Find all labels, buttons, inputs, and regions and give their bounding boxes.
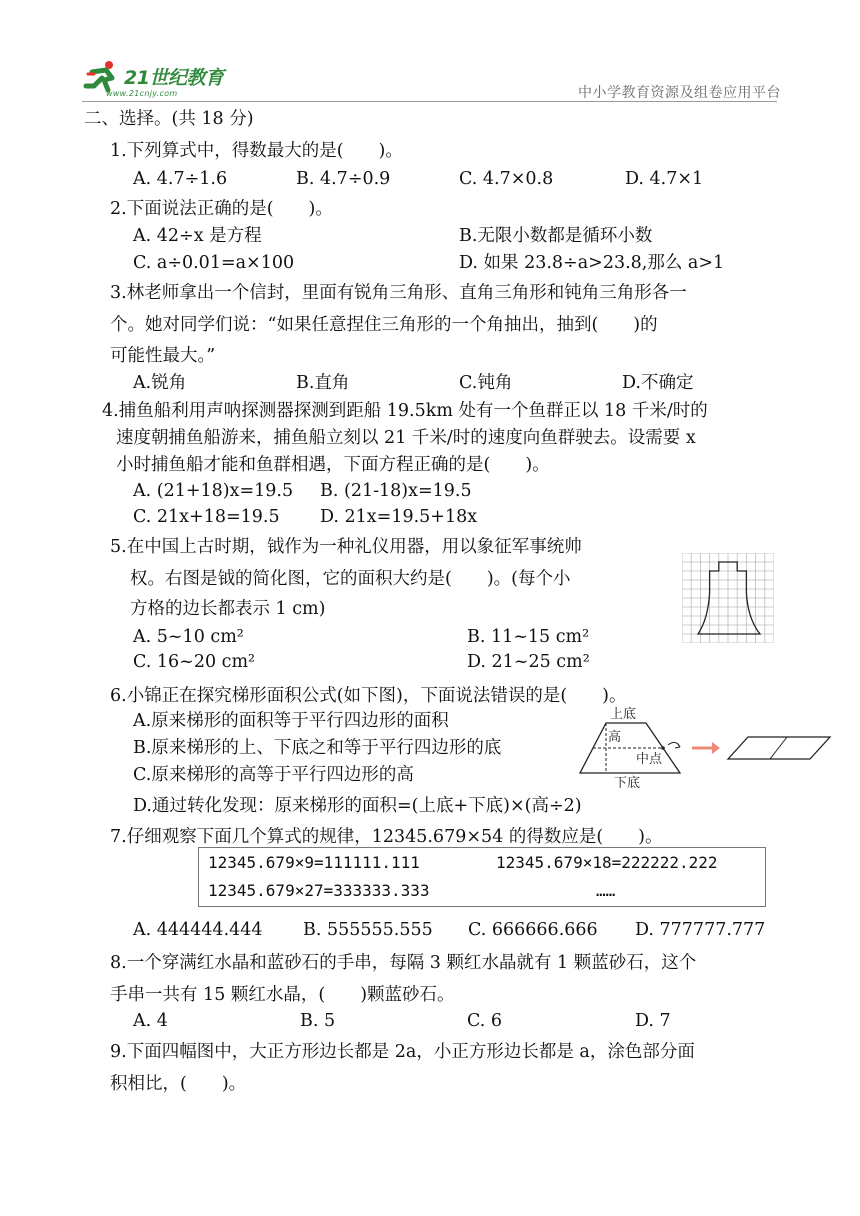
q5-option-c: C. 16~20 cm² <box>133 652 256 672</box>
q9-line-1: 9.下面四幅图中，大正方形边长都是 2a，小正方形边长都是 a，涂色部分面 <box>110 1042 695 1062</box>
q4-line-1: 4.捕鱼船利用声呐探测器探测到距船 19.5km 处有一个鱼群正以 18 千米/时的 <box>102 401 708 421</box>
q6-fig-top-label: 上底 <box>610 707 637 722</box>
q1-stem: 1.下列算式中，得数最大的是( )。 <box>110 141 403 161</box>
q6-option-d: D.通过转化发现：原来梯形的面积=(上底+下底)×(高÷2) <box>133 796 582 816</box>
q2-option-c: C. a÷0.01=a×100 <box>133 253 295 273</box>
logo-text: 21世纪教育 <box>124 67 224 89</box>
q5-option-a: A. 5~10 cm² <box>133 627 244 647</box>
logo-url: www.21cnjy.com <box>106 89 178 98</box>
q4-line-2: 速度朝捕鱼船游来，捕鱼船立刻以 21 千米/时的速度向鱼群驶去。设需要 x <box>116 428 696 448</box>
yue-axe-grid-figure <box>682 553 774 643</box>
trapezoid-transform-figure <box>576 703 834 793</box>
q7-stem: 7.仔细观察下面几个算式的规律，12345.679×54 的得数应是( )。 <box>110 827 663 847</box>
q1-option-c: C. 4.7×0.8 <box>459 169 554 189</box>
q8-option-d: D. 7 <box>635 1011 671 1031</box>
q6-option-b: B.原来梯形的上、下底之和等于平行四边形的底 <box>133 738 502 758</box>
q5-line-1: 5.在中国上古时期，钺作为一种礼仪用器，用以象征军事统帅 <box>110 537 582 557</box>
q2-stem: 2.下面说法正确的是( )。 <box>110 199 333 219</box>
q7-option-c: C. 666666.666 <box>468 920 598 940</box>
q6-fig-mid-label: 中点 <box>636 752 663 767</box>
q7-box-eq-3: 12345.679×27=333333.333 <box>208 881 430 900</box>
q7-option-b: B. 555555.555 <box>303 920 433 940</box>
q3-option-d: D.不确定 <box>622 373 694 393</box>
q4-option-a: A. (21+18)x=19.5 <box>133 481 294 501</box>
q6-option-c: C.原来梯形的高等于平行四边形的高 <box>133 765 414 785</box>
q8-option-c: C. 6 <box>467 1011 503 1031</box>
q4-line-3: 小时捕鱼船才能和鱼群相遇，下面方程正确的是( )。 <box>116 455 550 475</box>
q3-option-a: A.锐角 <box>133 373 187 393</box>
q6-fig-height-label: 高 <box>608 730 622 745</box>
q3-line-3: 可能性最大。” <box>110 346 216 366</box>
q1-option-a: A. 4.7÷1.6 <box>133 169 228 189</box>
q4-option-b: B. (21-18)x=19.5 <box>320 481 472 501</box>
section-title: 二、选择。(共 18 分) <box>84 109 254 129</box>
q2-option-a: A. 42÷x 是方程 <box>133 226 262 246</box>
q9-line-2: 积相比，( )。 <box>110 1074 247 1094</box>
q3-option-b: B.直角 <box>296 373 350 393</box>
q7-box-eq-1: 12345.679×9=111111.111 <box>208 853 420 872</box>
q3-line-1: 3.林老师拿出一个信封，里面有锐角三角形、直角三角形和钝角三角形各一 <box>110 283 687 303</box>
q5-line-2: 权。右图是钺的简化图，它的面积大约是( )。(每个小 <box>130 569 571 589</box>
q5-option-b: B. 11~15 cm² <box>467 627 590 647</box>
q5-line-3: 方格的边长都表示 1 cm) <box>130 599 326 619</box>
q2-option-d: D. 如果 23.8÷a>23.8,那么 a>1 <box>459 253 725 273</box>
q8-option-a: A. 4 <box>133 1011 168 1031</box>
q7-box-eq-2: 12345.679×18=222222.222 <box>496 853 718 872</box>
q2-option-b: B.无限小数都是循环小数 <box>459 226 653 246</box>
q6-fig-bottom-label: 下底 <box>614 776 641 791</box>
q3-line-2: 个。她对同学们说：“如果任意捏住三角形的一个角抽出，抽到( )的 <box>110 315 658 335</box>
q7-box-ellipsis: …… <box>596 881 616 900</box>
q1-option-b: B. 4.7÷0.9 <box>296 169 391 189</box>
q8-line-2: 手串一共有 15 颗红水晶，( )颗蓝砂石。 <box>110 985 455 1005</box>
q5-option-d: D. 21~25 cm² <box>467 652 590 672</box>
q6-stem: 6.小锦正在探究梯形面积公式(如下图)，下面说法错误的是( )。 <box>110 686 627 706</box>
q6-option-a: A.原来梯形的面积等于平行四边形的面积 <box>133 711 449 731</box>
q8-line-1: 8.一个穿满红水晶和蓝砂石的手串，每隔 3 颗红水晶就有 1 颗蓝砂石，这个 <box>110 953 697 973</box>
q8-option-b: B. 5 <box>300 1011 336 1031</box>
q4-option-d: D. 21x=19.5+18x <box>320 507 478 527</box>
q3-option-c: C.钝角 <box>459 373 513 393</box>
q1-option-d: D. 4.7×1 <box>625 169 704 189</box>
q7-option-a: A. 444444.444 <box>133 920 263 940</box>
q7-option-d: D. 777777.777 <box>635 920 766 940</box>
platform-name: 中小学教育资源及组卷应用平台 <box>578 85 781 101</box>
q4-option-c: C. 21x+18=19.5 <box>133 507 280 527</box>
header-divider <box>82 101 777 102</box>
